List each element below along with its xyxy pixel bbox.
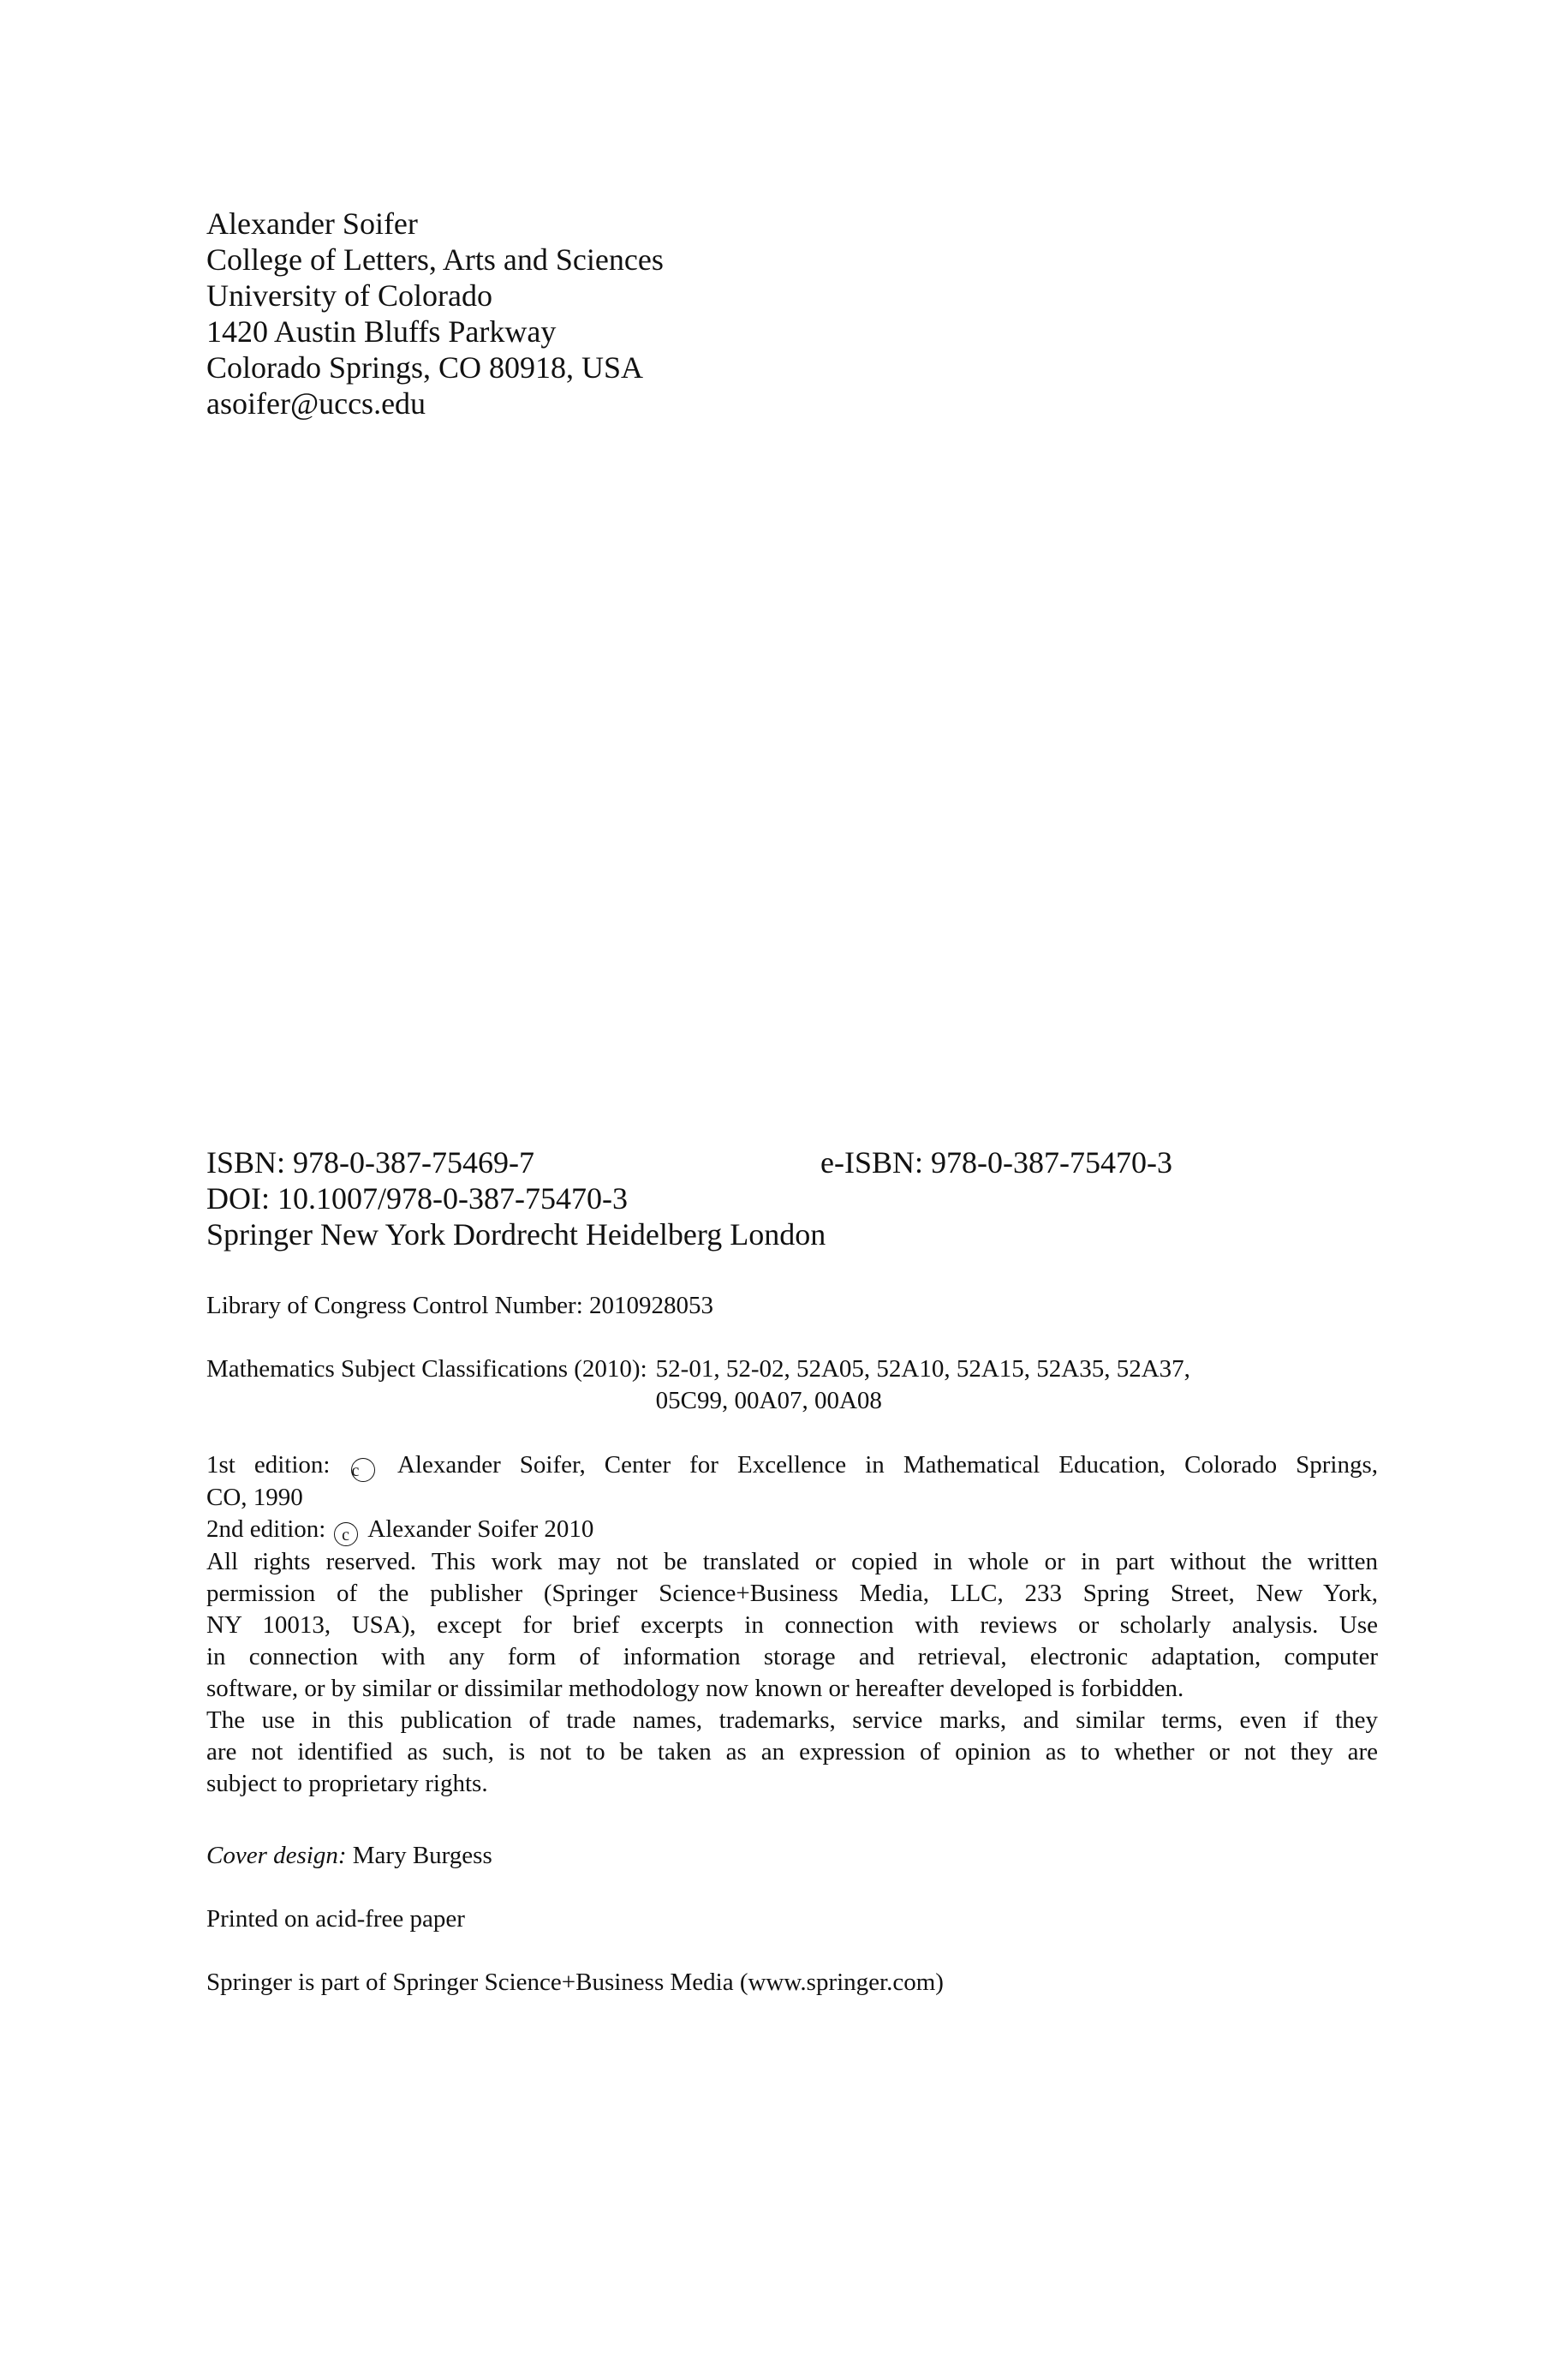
copyright-icon: c bbox=[334, 1522, 358, 1546]
cover-design-label: Cover design: bbox=[206, 1842, 347, 1869]
springer-text: Springer is part of Springer Science+Business Media (www.springer.com) bbox=[206, 1969, 944, 1996]
isbn-row bbox=[206, 1144, 1378, 1180]
publisher-cities: Springer New York Dordrecht Heidelberg London bbox=[206, 1217, 826, 1252]
author-city: Colorado Springs, CO 80918, USA bbox=[206, 350, 644, 385]
loc-control-number bbox=[206, 1290, 1378, 1322]
rights-line-2: permission of the publisher (Springer Science+Business Media, LLC, 233 Spring Street, New York, bbox=[206, 1580, 1378, 1607]
rights-line-3: NY 10013, USA), except for brief excerpts in connection with reviews or scholarly analysis. Use bbox=[206, 1611, 1378, 1639]
author-email: asoifer@uccs.edu bbox=[206, 386, 426, 421]
msc-label: Mathematics Subject Classifications (2010): bbox=[206, 1355, 647, 1383]
author-street: 1420 Austin Bluffs Parkway bbox=[206, 314, 557, 349]
cover-designer: Mary Burgess bbox=[352, 1842, 492, 1869]
rights-block bbox=[206, 1449, 1378, 1800]
printed-note bbox=[206, 1903, 1378, 1935]
first-edition-text: Alexander Soifer, Center for Excellence in Mathematical Education, Colorado Springs, bbox=[396, 1451, 1378, 1479]
loc-text: Library of Congress Control Number: 2010928053 bbox=[206, 1292, 714, 1319]
rights-line-1: All rights reserved. This work may not be translated or copied in whole or in part without the written bbox=[206, 1548, 1378, 1575]
second-edition-line bbox=[206, 1514, 1378, 1546]
first-edition-prefix: 1st edition: bbox=[206, 1451, 331, 1479]
first-edition-line2: CO, 1990 bbox=[206, 1484, 303, 1511]
rights-line-5: software, or by similar or dissimilar methodology now known or hereafter developed is forbidden. bbox=[206, 1675, 1184, 1702]
msc-values-line1: 52-01, 52-02, 52A05, 52A10, 52A15, 52A35, 52A37, bbox=[655, 1355, 1190, 1383]
author-college: College of Letters, Arts and Sciences bbox=[206, 242, 664, 277]
author-name: Alexander Soifer bbox=[206, 206, 418, 241]
identifiers-block bbox=[206, 1144, 1378, 1252]
copyright-icon: c bbox=[351, 1458, 375, 1482]
isbn: ISBN: 978-0-387-75469-7 bbox=[206, 1145, 534, 1180]
first-edition-line1 bbox=[206, 1449, 1378, 1482]
cover-design bbox=[206, 1840, 1378, 1872]
author-address bbox=[206, 206, 1378, 421]
rights-line-4: in connection with any form of information storage and retrieval, electronic adaptation, computer bbox=[206, 1643, 1378, 1670]
doi: DOI: 10.1007/978-0-387-75470-3 bbox=[206, 1181, 628, 1216]
e-isbn: e-ISBN: 978-0-387-75470-3 bbox=[820, 1145, 1172, 1180]
rights-line-6: The use in this publication of trade names, trademarks, service marks, and similar terms, even if they bbox=[206, 1706, 1378, 1734]
msc-values-line2: 05C99, 00A07, 00A08 bbox=[655, 1387, 882, 1414]
msc-classification bbox=[206, 1353, 1378, 1417]
printed-text: Printed on acid-free paper bbox=[206, 1905, 465, 1933]
second-edition-prefix: 2nd edition: bbox=[206, 1515, 326, 1543]
second-edition-text: Alexander Soifer 2010 bbox=[367, 1515, 594, 1543]
rights-line-8: subject to proprietary rights. bbox=[206, 1770, 488, 1797]
springer-note bbox=[206, 1967, 1378, 1999]
author-university: University of Colorado bbox=[206, 278, 492, 313]
rights-line-7: are not identified as such, is not to be taken as an expression of opinion as to whether or not they are bbox=[206, 1738, 1378, 1766]
